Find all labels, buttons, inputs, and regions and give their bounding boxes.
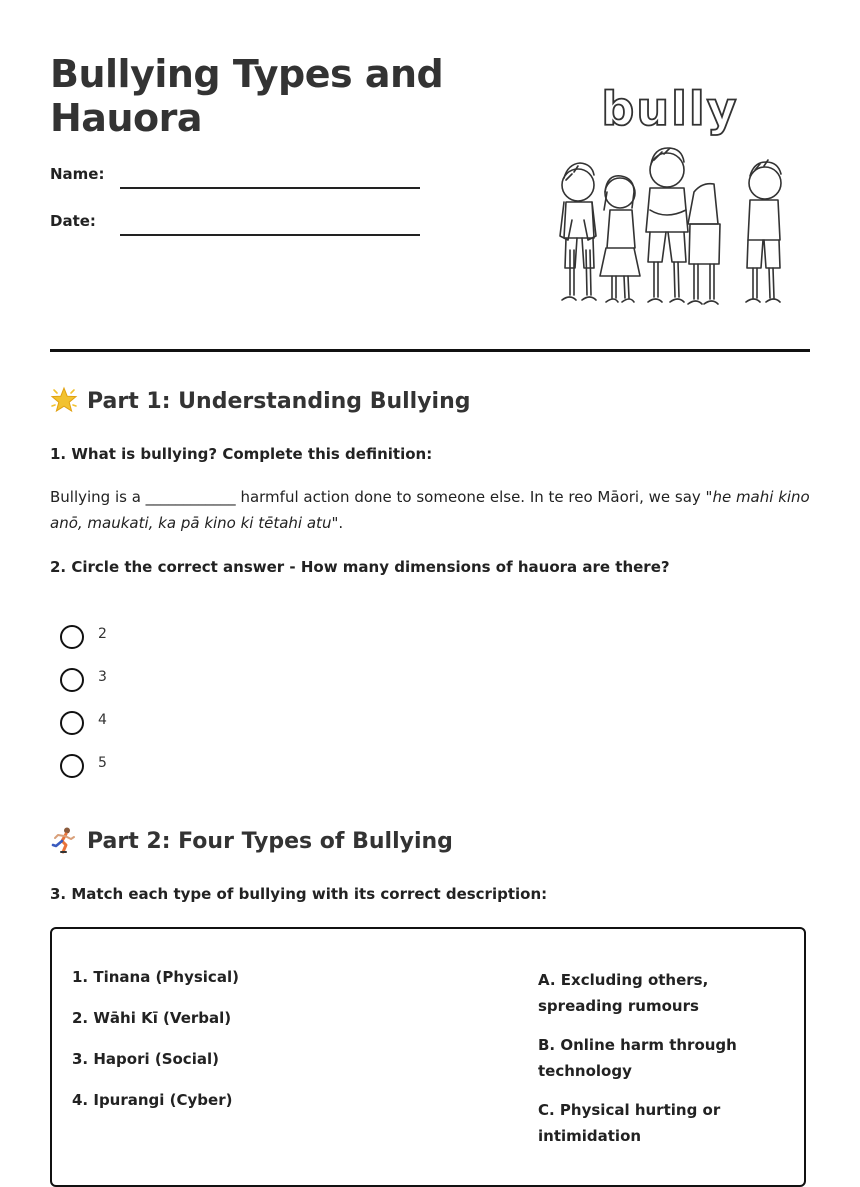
part2-heading-text: Part 2: Four Types of Bullying — [87, 829, 453, 854]
definition-paragraph — [50, 484, 810, 536]
date-line[interactable] — [120, 234, 420, 236]
name-field — [50, 165, 420, 195]
description-item: B. Online harm through technology — [538, 1036, 737, 1080]
bullying-type-item: 1. Tinana (Physical) — [72, 968, 239, 986]
date-label: Date: — [50, 212, 96, 230]
part1-heading — [50, 386, 810, 420]
bullying-type-item: 2. Wāhi Kī (Verbal) — [72, 1009, 232, 1027]
matching-box — [50, 927, 806, 1187]
option-label: 3 — [98, 669, 107, 685]
child-figure-4 — [688, 184, 720, 304]
question-2: 2. Circle the correct answer - How many dimensions of hauora are there? — [50, 558, 670, 576]
page-title: Bullying Types and Hauora — [50, 52, 444, 140]
bully-illustration — [550, 80, 795, 320]
radio-button[interactable] — [60, 711, 84, 735]
bullying-type-item: 3. Hapori (Social) — [72, 1050, 219, 1068]
part2-heading — [50, 826, 810, 860]
question-1: 1. What is bullying? Complete this definition: — [50, 445, 433, 463]
child-figure-2 — [600, 176, 640, 302]
definition-end: . — [338, 514, 344, 532]
radio-button[interactable] — [60, 625, 84, 649]
option-label: 5 — [98, 755, 107, 771]
child-figure-5 — [746, 160, 781, 302]
option-3[interactable] — [60, 668, 260, 694]
definition-quote: "he mahi kino anō, maukati, ka pā kino ki tētahi atu" — [50, 488, 810, 532]
definition-text: Bullying is a ____________ harmful action done to someone else. In te reo Māori, we say — [50, 488, 706, 506]
descriptions-list — [538, 967, 788, 1162]
bullying-type-item: 4. Ipurangi (Cyber) — [72, 1091, 233, 1109]
description-item: C. Physical hurting or intimidation — [538, 1101, 721, 1145]
date-field — [50, 212, 420, 242]
option-5[interactable] — [60, 754, 260, 780]
description-item: A. Excluding others, spreading rumours — [538, 971, 709, 1015]
child-figure-1 — [560, 163, 596, 300]
option-label: 4 — [98, 712, 107, 728]
name-line[interactable] — [120, 187, 420, 189]
option-label: 2 — [98, 626, 107, 642]
name-label: Name: — [50, 165, 105, 183]
header-divider — [50, 349, 810, 352]
option-4[interactable] — [60, 711, 260, 737]
running-person-icon — [50, 826, 78, 854]
child-figure-3 — [646, 148, 688, 302]
illustration-word: bully — [601, 82, 739, 136]
star-icon — [50, 386, 78, 414]
radio-button[interactable] — [60, 754, 84, 778]
bullying-types-list — [72, 967, 372, 1131]
option-2[interactable] — [60, 625, 260, 651]
part1-heading-text: Part 1: Understanding Bullying — [87, 389, 471, 414]
question-3: 3. Match each type of bullying with its correct description: — [50, 885, 548, 903]
radio-button[interactable] — [60, 668, 84, 692]
